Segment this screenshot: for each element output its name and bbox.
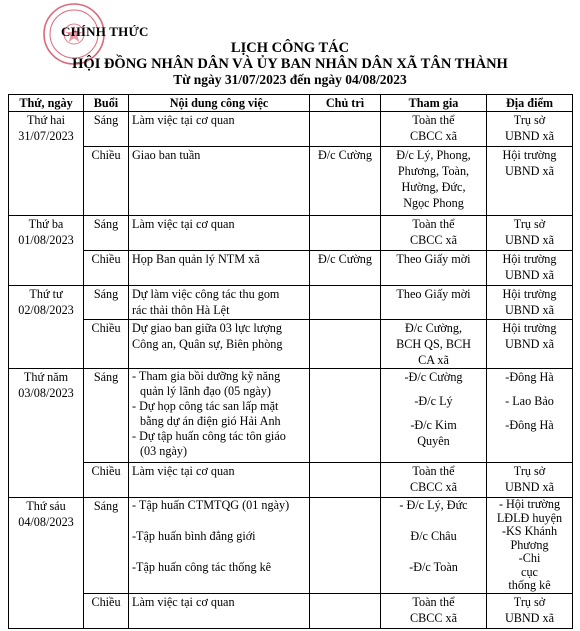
day-date: 31/07/2023	[18, 129, 74, 143]
content-cell: Dự giao ban giữa 03 lực lượng Công an, Quân sự, Biên phòng	[129, 320, 310, 369]
session-cell: Chiều	[84, 463, 129, 498]
column-header-content: Nội dung công việc	[129, 95, 310, 112]
day-date: 02/08/2023	[18, 303, 74, 317]
day-cell	[9, 216, 84, 286]
participants-cell: Toàn thể CBCC xã	[381, 216, 487, 251]
table-header-row	[9, 95, 573, 112]
session-cell: Sáng	[84, 286, 129, 320]
day-name: Thứ sáu	[26, 499, 66, 513]
column-header-day: Thứ, ngày	[9, 95, 84, 112]
participants-cell: -Đ/c Cường -Đ/c Lý -Đ/c Kim Quyên	[381, 369, 487, 463]
day-name: Thứ tư	[29, 287, 63, 301]
participants-cell: - Đ/c Lý, Đức Đ/c Châu -Đ/c Toàn	[381, 498, 487, 594]
chair-cell: Đ/c Cường	[310, 251, 381, 286]
column-header-location: Địa điểm	[487, 95, 573, 112]
chair-cell	[310, 498, 381, 594]
chair-cell	[310, 286, 381, 320]
location-cell: Hội trường UBND xã	[487, 286, 573, 320]
day-cell	[9, 112, 84, 216]
organization-name: HỘI ĐỒNG NHÂN DÂN VÀ ỦY BAN NHÂN DÂN XÃ TÂN THÀNH	[72, 56, 508, 72]
table-row	[9, 498, 573, 594]
document-title: LỊCH CÔNG TÁC	[230, 40, 350, 56]
location-cell: Trụ sở UBND xã	[487, 112, 573, 147]
chair-cell	[310, 463, 381, 498]
content-cell: Làm việc tại cơ quan	[129, 594, 310, 629]
chair-cell	[310, 112, 381, 147]
content-cell: Họp Ban quản lý NTM xã	[129, 251, 310, 286]
session-cell: Sáng	[84, 369, 129, 463]
content-cell: Làm việc tại cơ quan	[129, 216, 310, 251]
location-cell: Hội trường UBND xã	[487, 147, 573, 216]
official-stamp-label: CHÍNH THỨC	[61, 24, 149, 39]
chair-cell	[310, 594, 381, 629]
table-row	[9, 251, 573, 286]
table-row	[9, 147, 573, 216]
session-cell: Sáng	[84, 498, 129, 594]
column-header-chair: Chủ trì	[310, 95, 381, 112]
table-row	[9, 594, 573, 629]
day-date: 03/08/2023	[18, 386, 74, 400]
session-cell: Chiều	[84, 594, 129, 629]
location-cell: Trụ sở UBND xã	[487, 463, 573, 498]
day-name: Thứ hai	[26, 113, 66, 127]
session-cell: Chiều	[84, 251, 129, 286]
location-cell: Hội trường UBND xã	[487, 320, 573, 369]
location-cell: -Đông Hà - Lao Bảo -Đông Hà	[487, 369, 573, 463]
content-cell: Giao ban tuần	[129, 147, 310, 216]
day-date: 01/08/2023	[18, 233, 74, 247]
content-cell: Dự làm việc công tác thu gom rác thải thôn Hà Lệt	[129, 286, 310, 320]
table-row	[9, 463, 573, 498]
day-name: Thứ năm	[23, 370, 69, 384]
location-cell: Hội trường UBND xã	[487, 251, 573, 286]
session-cell: Sáng	[84, 112, 129, 147]
day-cell	[9, 286, 84, 369]
table-row	[9, 369, 573, 463]
participants-cell: Theo Giấy mời	[381, 251, 487, 286]
date-range: Từ ngày 31/07/2023 đến ngày 04/08/2023	[173, 72, 407, 87]
participants-cell: Toàn thể CBCC xã	[381, 463, 487, 498]
participants-cell: Toàn thể CBCC xã	[381, 594, 487, 629]
day-cell	[9, 369, 84, 498]
participants-cell: Toàn thể CBCC xã	[381, 112, 487, 147]
content-cell: - Tập huấn CTMTQG (01 ngày) -Tập huấn bình đẳng giới -Tập huấn công tác thống kê	[129, 498, 310, 594]
location-cell: Trụ sở UBND xã	[487, 216, 573, 251]
location-cell: - Hội trường LĐLĐ huyện -KS Khánh Phương -Chi cục thống kê	[487, 498, 573, 594]
table-row	[9, 112, 573, 147]
table-row	[9, 286, 573, 320]
session-cell: Sáng	[84, 216, 129, 251]
day-date: 04/08/2023	[18, 515, 74, 529]
session-cell: Chiều	[84, 320, 129, 369]
chair-cell	[310, 216, 381, 251]
column-header-session: Buổi	[84, 95, 129, 112]
chair-cell	[310, 369, 381, 463]
content-cell: Làm việc tại cơ quan	[129, 112, 310, 147]
chair-cell: Đ/c Cường	[310, 147, 381, 216]
content-cell: - Tham gia bồi dưỡng kỹ năng quản lý lãnh đạo (05 ngày) - Dự họp công tác san lấp mặt bằng dự án điện gió Hải Anh - Dự tập huấn công tác tôn giáo (03 ngày)	[129, 369, 310, 463]
participants-cell: Theo Giấy mời	[381, 286, 487, 320]
day-name: Thứ ba	[28, 217, 64, 231]
session-cell: Chiều	[84, 147, 129, 216]
schedule-table	[8, 94, 573, 629]
participants-cell: Đ/c Cường, BCH QS, BCH CA xã	[381, 320, 487, 369]
chair-cell	[310, 320, 381, 369]
day-cell	[9, 498, 84, 629]
table-row	[9, 320, 573, 369]
table-row	[9, 216, 573, 251]
content-cell: Làm việc tại cơ quan	[129, 463, 310, 498]
column-header-participants: Tham gia	[381, 95, 487, 112]
participants-cell: Đ/c Lý, Phong, Phương, Toàn, Hường, Đức, Ngọc Phong	[381, 147, 487, 216]
location-cell: Trụ sở UBND xã	[487, 594, 573, 629]
